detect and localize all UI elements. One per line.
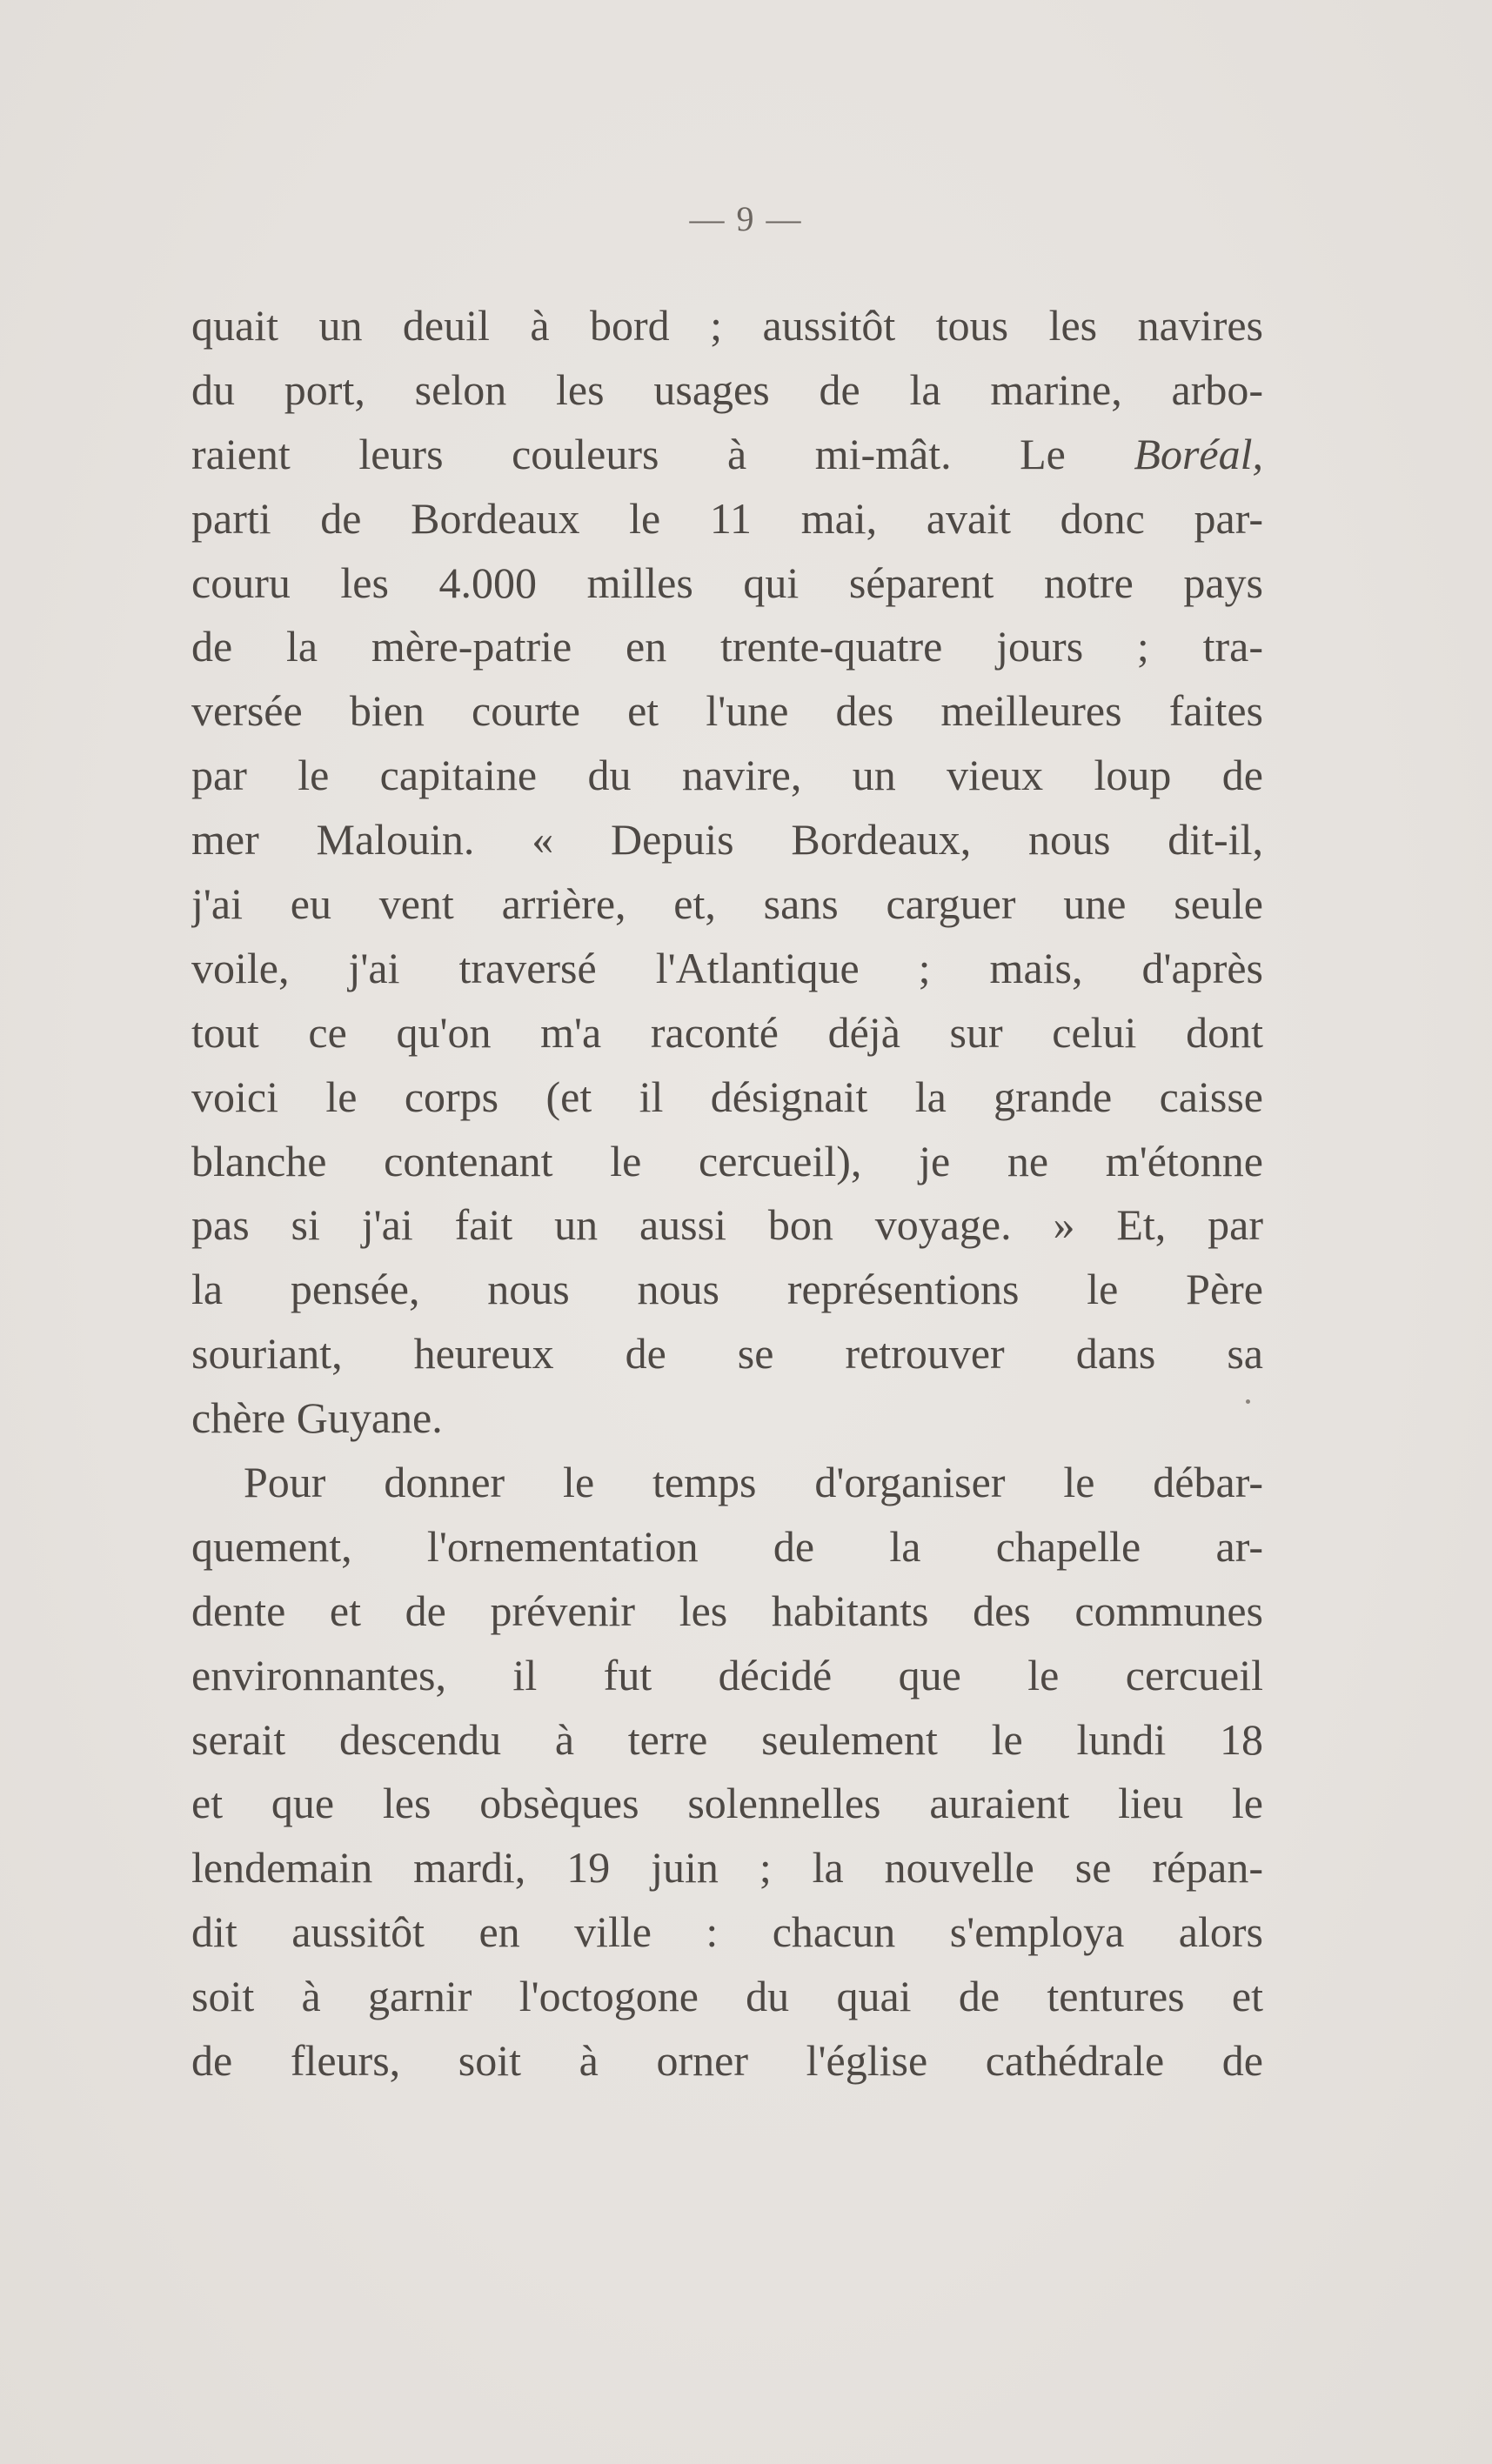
text-line [191, 615, 1263, 679]
text-line-content: dente et de prévenir les habitants des communes [191, 1586, 1263, 1635]
text-line [191, 1644, 1263, 1708]
paper-speck [1246, 1399, 1250, 1404]
text-line-content: pas si j'ai fait un aussi bon voyage. » Et, par [191, 1200, 1263, 1250]
text-line [191, 1900, 1263, 1965]
text-line [191, 487, 1263, 551]
text-line [191, 1579, 1263, 1644]
text-line-content: voici le corps (et il désignait la grande caisse [191, 1072, 1263, 1121]
text-line-content: serait descendu à terre seulement le lundi 18 [191, 1714, 1263, 1764]
text-line [191, 1386, 1263, 1451]
text-line [191, 1258, 1263, 1322]
text-line-content: de la mère-patrie en trente-quatre jours ; tra- [191, 622, 1263, 671]
text-line-content: du port, selon les usages de la marine, arbo- [191, 364, 1263, 414]
text-line-content: soit à garnir l'octogone du quai de tentures et [191, 1972, 1263, 2021]
text-line-content: tout ce qu'on m'a raconté déjà sur celui dont [191, 1007, 1263, 1057]
body-text [191, 294, 1263, 2093]
text-line [191, 1772, 1263, 1836]
text-line-content: blanche contenant le cercueil), je ne m'étonne [191, 1136, 1263, 1185]
text-line-content: quement, l'ornementation de la chapelle ar- [191, 1521, 1263, 1571]
text-line-content: Pour donner le temps d'organiser le débar- [244, 1458, 1263, 1507]
text-line [191, 872, 1263, 937]
text-line [191, 1130, 1263, 1194]
text-line [191, 358, 1263, 423]
text-line-content: et que les obsèques solennelles auraient lieu le [191, 1779, 1263, 1828]
text-line [191, 1515, 1263, 1579]
text-line [191, 1193, 1263, 1258]
text-line [191, 679, 1263, 744]
text-line-content: mer Malouin. « Depuis Bordeaux, nous dit-il, [191, 815, 1263, 865]
text-line [191, 423, 1263, 487]
text-line [191, 1965, 1263, 2029]
text-line [191, 937, 1263, 1001]
text-line [191, 744, 1263, 808]
text-line [191, 2029, 1263, 2093]
text-line-content: dit aussitôt en ville : chacun s'employa alors [191, 1907, 1263, 1957]
text-line [191, 808, 1263, 872]
text-line-content: raient leurs couleurs à mi-mât. Le [191, 429, 1134, 478]
text-line [191, 1708, 1263, 1773]
ship-name: Boréal, [1134, 429, 1263, 478]
text-line-content: j'ai eu vent arrière, et, sans carguer une seule [191, 879, 1263, 929]
text-line [191, 551, 1263, 616]
text-line-content: parti de Bordeaux le 11 mai, avait donc par- [191, 493, 1263, 543]
text-line [191, 294, 1263, 358]
text-line [191, 1065, 1263, 1130]
text-line-content: de fleurs, soit à orner l'église cathédrale de [191, 2036, 1263, 2086]
text-line-content: environnantes, il fut décidé que le cercueil [191, 1650, 1263, 1699]
text-line-content: quait un deuil à bord ; aussitôt tous les navires [191, 301, 1263, 350]
text-line [191, 1451, 1263, 1515]
page-number: — 9 — [689, 199, 803, 238]
text-line-content: souriant, heureux de se retrouver dans sa [191, 1329, 1263, 1379]
text-line-content: lendemain mardi, 19 juin ; la nouvelle se répan- [191, 1843, 1263, 1893]
text-line-content: couru les 4.000 milles qui séparent notre pays [191, 558, 1263, 607]
text-line-content: versée bien courte et l'une des meilleures faites [191, 686, 1263, 736]
text-line-content: voile, j'ai traversé l'Atlantique ; mais, d'après [191, 943, 1263, 992]
text-line-content: la pensée, nous nous représentions le Père [191, 1265, 1263, 1314]
text-line-content: chère Guyane. [191, 1393, 443, 1443]
text-line-content: par le capitaine du navire, un vieux loup de [191, 751, 1263, 800]
text-line [191, 1322, 1263, 1386]
text-line [191, 1836, 1263, 1900]
text-line [191, 1001, 1263, 1065]
